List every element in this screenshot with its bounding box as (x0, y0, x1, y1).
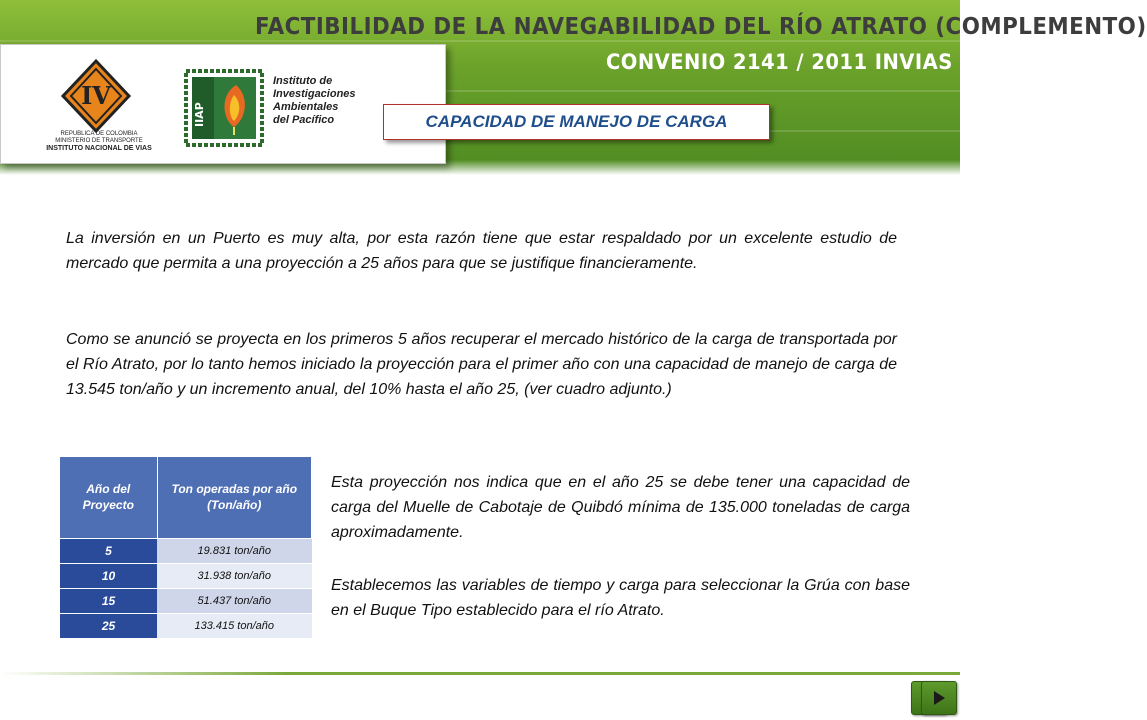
invias-caption (1, 131, 197, 152)
iiap-logo-icon (184, 69, 264, 147)
iiap-mark: IIAP (193, 102, 206, 127)
iiap-caption (273, 75, 393, 127)
table-row (60, 613, 312, 638)
iiap-caption-line: Ambientales (273, 101, 339, 113)
invias-caption-line: INSTITUTO NACIONAL DE VIAS (46, 145, 152, 152)
iiap-caption-line: Investigaciones (273, 88, 356, 100)
table-header-year: Año del Proyecto (60, 457, 157, 538)
logo-panel (0, 44, 446, 164)
table-cell-value: 133.415 ton/año (157, 613, 312, 638)
footer-line (0, 672, 960, 675)
invias-caption-line: MINISTERIO DE TRANSPORTE (55, 138, 143, 144)
paragraph-capacity: Esta proyección nos indica que en el año 25 se debe tener una capacidad de carga del Muelle de Cabotaje de Quibdó mínima de 135.000 toneladas de carga aproximadamente. (331, 474, 910, 541)
iiap-caption-line: Instituto de (273, 75, 333, 87)
header-stripe (0, 40, 960, 42)
section-title-box (383, 104, 770, 140)
invias-caption-line: REPUBLICA DE COLOMBIA (60, 131, 138, 137)
iiap-caption-line: del Pacífico (273, 114, 335, 126)
header-title: FACTIBILIDAD DE LA NAVEGABILIDAD DEL RÍO ATRATO (COMPLEMENTO) (255, 14, 1147, 40)
invias-logo-icon (61, 59, 131, 133)
header-subtitle: CONVENIO 2141 / 2011 INVIAS E IIAP (606, 50, 1027, 74)
table-cell-year: 10 (60, 563, 157, 588)
table-cell-year: 25 (60, 613, 157, 638)
paragraph-variables: Establecemos las variables de tiempo y carga para seleccionar la Grúa con base en el Buque Tipo establecido para el río Atrato. (331, 577, 910, 619)
table-row (60, 563, 312, 588)
next-slide-button[interactable] (921, 681, 957, 715)
table-cell-value: 31.938 ton/año (157, 563, 312, 588)
table-cell-value: 51.437 ton/año (157, 588, 312, 613)
table-cell-year: 15 (60, 588, 157, 613)
section-title: CAPACIDAD DE MANEJO DE CARGA (425, 112, 728, 131)
table-header-row (60, 457, 312, 538)
paragraph-projection: Como se anunció se proyecta en los primeros 5 años recuperar el mercado histórico de la carga de transportada por el Río Atrato, por lo tanto hemos iniciado la proyección para el primer año con una capacidad de manejo de carga de 13.545 ton/año y un incremento anual, del 10% hasta el año 25, (ver cuadro adjunto.) (66, 331, 897, 398)
triangle-right-icon (929, 688, 949, 708)
projection-table (60, 457, 312, 638)
table-row (60, 588, 312, 613)
table-cell-year: 5 (60, 538, 157, 563)
table-cell-value: 19.831 ton/año (157, 538, 312, 563)
invias-mark: IV (81, 81, 111, 110)
paragraph-investment: La inversión en un Puerto es muy alta, por esta razón tiene que estar respaldado por un excelente estudio de mercado que permita a una proyección a 25 años para que se justifique financieramente. (66, 230, 897, 272)
table-row (60, 538, 312, 563)
table-header-tons: Ton operadas por año (Ton/año) (157, 457, 312, 538)
